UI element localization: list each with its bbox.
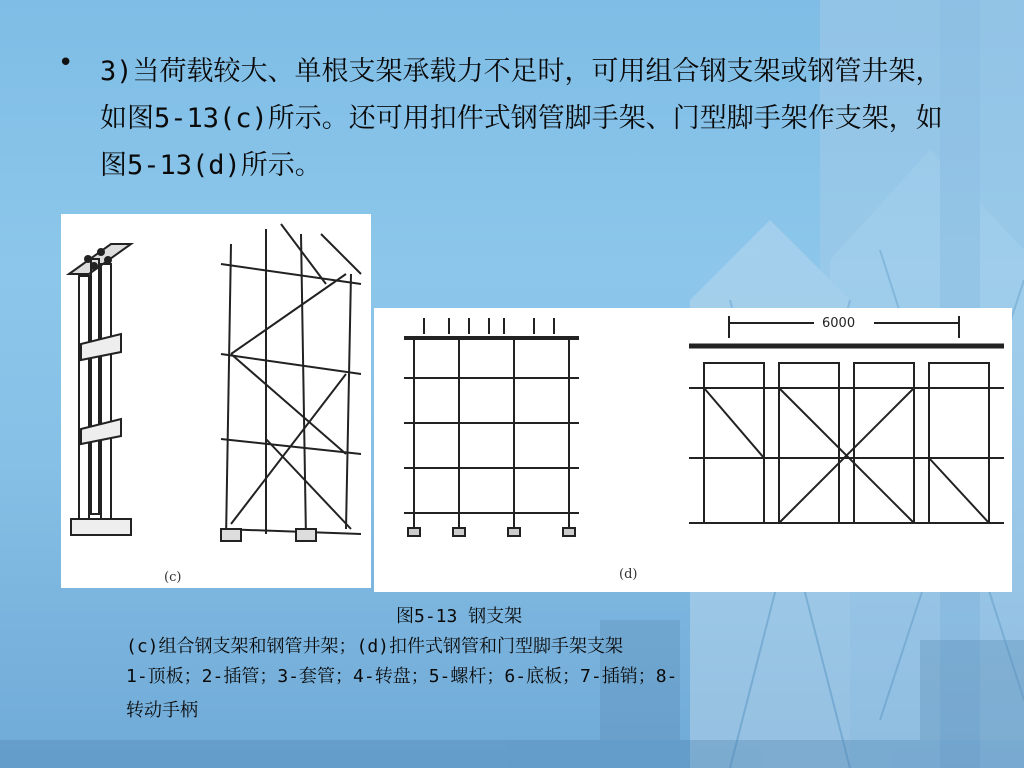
steel-support-drawing-c xyxy=(61,214,371,588)
figure-panel-d xyxy=(374,308,1012,592)
bullet-marker: • xyxy=(58,48,74,78)
figure-caption-line-1: (c)组合钢支架和钢管井架；(d)扣件式钢管和门型脚手架支架 xyxy=(126,636,624,657)
dimension-label: 6000 xyxy=(822,316,856,331)
figure-caption-line-2: 1-顶板；2-插管；3-套管；4-转盘；5-螺杆；6-底板；7-插销；8- xyxy=(126,666,678,687)
scaffold-support-drawing-d xyxy=(374,308,1012,592)
panel-d-label: (d) xyxy=(619,567,638,582)
bullet-text: 3)当荷载较大、单根支架承载力不足时，可用组合钢支架或钢管井架，如图5-13(c)所示。还可用扣件式钢管脚手架、门型脚手架作支架，如图5-13(d)所示。 xyxy=(100,56,943,181)
figure-caption-line-3: 转动手柄 xyxy=(126,700,198,721)
figure-panel-c xyxy=(61,214,371,588)
panel-c-label: (c) xyxy=(164,570,182,585)
figure-title: 图5-13 钢支架 xyxy=(396,606,523,627)
